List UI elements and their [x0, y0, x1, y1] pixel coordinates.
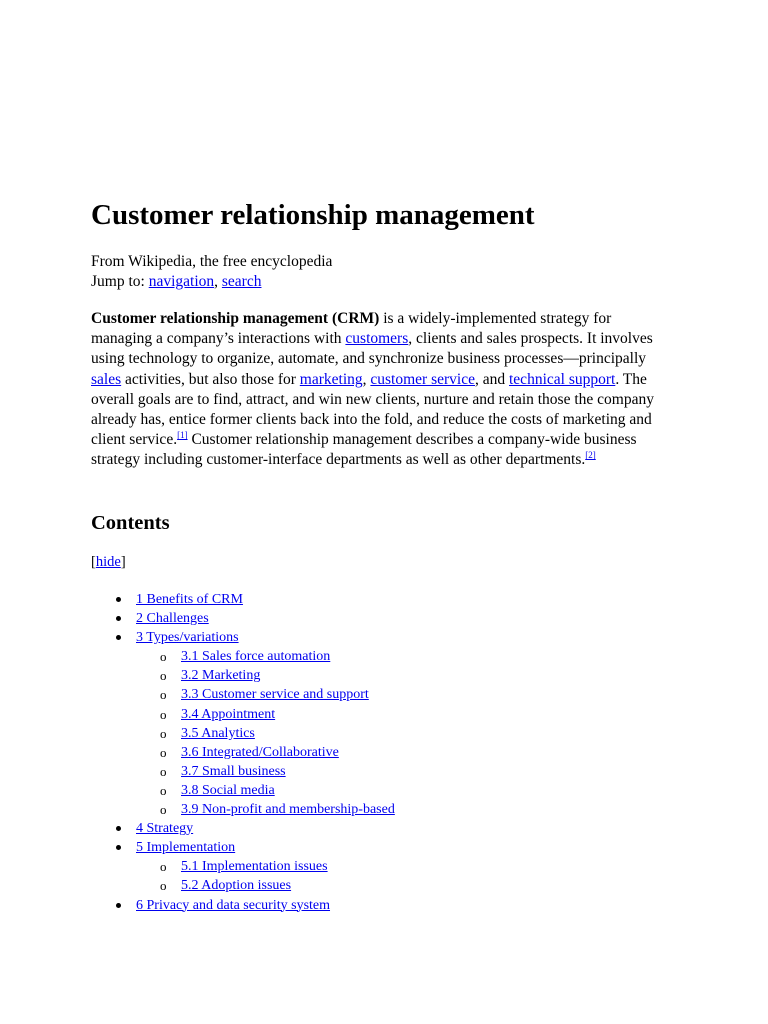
intro-text: , clients and sales prospects. It involves using technology to organize, automate, and synchronize business processes—principally — [91, 330, 653, 368]
intro-bold-term: Customer relationship management (CRM) — [91, 310, 380, 327]
bracket-open: [ — [91, 554, 96, 570]
toc-toggle — [91, 552, 126, 572]
bullet-icon — [116, 597, 121, 602]
toc-sublink[interactable]: 3.6 Integrated/Collaborative — [181, 744, 339, 760]
bullet-icon — [116, 635, 121, 640]
toc-sublist — [136, 857, 591, 895]
toc-sublink[interactable]: 5.2 Adoption issues — [181, 878, 292, 894]
circle-bullet-icon: o — [160, 744, 167, 760]
circle-bullet-icon: o — [160, 687, 167, 703]
toc-sublink[interactable]: 3.8 Social media — [181, 782, 275, 798]
bracket-close: ] — [120, 554, 126, 570]
circle-bullet-icon: o — [160, 725, 167, 741]
intro-text: Customer relationship management describes a company-wide business strategy including customer-interface departments as well as other departments. — [91, 431, 637, 469]
toc-sublink[interactable]: 3.9 Non-profit and membership-based — [181, 802, 395, 818]
intro-text: activities, but also those for — [121, 370, 300, 388]
toc-sublist — [136, 647, 591, 819]
hide-toc-link[interactable]: hide — [95, 554, 121, 570]
toc-subitem — [136, 685, 591, 704]
contents-heading: Contents — [91, 512, 170, 534]
technical-support-link[interactable]: technical support — [509, 370, 616, 388]
toc-link[interactable]: 1 Benefits of CRM — [136, 592, 243, 607]
toc-sublink[interactable]: 3.3 Customer service and support — [181, 687, 369, 703]
toc-item — [91, 590, 591, 609]
page-subtitle: From Wikipedia, the free encyclopedia — [91, 253, 333, 270]
toc-link[interactable]: 2 Challenges — [136, 611, 209, 627]
circle-bullet-icon: o — [160, 802, 167, 818]
toc-sublink[interactable]: 3.1 Sales force automation — [181, 649, 331, 665]
navigation-link[interactable]: navigation — [148, 273, 215, 290]
toc-item — [91, 838, 591, 895]
toc-sublink[interactable]: 3.4 Appointment — [181, 706, 276, 722]
bullet-icon — [116, 826, 121, 831]
circle-bullet-icon: o — [160, 859, 167, 875]
toc-sublink[interactable]: 3.5 Analytics — [181, 725, 255, 741]
toc-subitem — [136, 857, 591, 876]
jump-separator: , — [214, 273, 222, 290]
bullet-icon — [116, 845, 121, 850]
toc-subitem — [136, 781, 591, 800]
intro-text: , — [362, 370, 371, 388]
toc-item — [91, 819, 591, 838]
circle-bullet-icon: o — [160, 668, 167, 684]
intro-text: . The overall goals are to find, attract, and win new clients, nurture and retain those the company already has, entice former clients back into the fold, and reduce the costs of marketing and client service. — [91, 370, 654, 449]
toc-link[interactable]: 5 Implementation — [136, 840, 236, 856]
toc-sublink[interactable]: 3.7 Small business — [181, 763, 286, 779]
bullet-icon — [116, 903, 121, 908]
toc-item — [91, 628, 591, 819]
customer-service-link[interactable]: customer service — [370, 370, 475, 388]
toc-list — [91, 590, 591, 915]
toc-subitem — [136, 647, 591, 666]
bullet-icon — [116, 616, 121, 621]
intro-text: is a widely-implemented strategy for managing a company’s interactions with — [91, 310, 612, 348]
toc-subitem — [136, 800, 591, 819]
toc-subitem — [136, 743, 591, 762]
circle-bullet-icon: o — [160, 706, 167, 722]
toc-subitem — [136, 666, 591, 685]
table-of-contents — [91, 590, 591, 915]
search-link[interactable]: search — [221, 273, 262, 290]
jump-to-line — [91, 272, 261, 292]
toc-subitem — [136, 876, 591, 895]
page-title: Customer relationship management — [91, 199, 535, 231]
reference-link[interactable]: [1] — [177, 430, 188, 441]
toc-link[interactable]: 3 Types/variations — [136, 630, 239, 646]
toc-sublink[interactable]: 5.1 Implementation issues — [181, 859, 328, 875]
toc-link[interactable]: 6 Privacy and data security system — [136, 897, 331, 913]
circle-bullet-icon: o — [160, 649, 167, 665]
circle-bullet-icon: o — [160, 763, 167, 779]
toc-item — [91, 609, 591, 628]
intro-paragraph — [91, 309, 671, 471]
toc-sublink[interactable]: 3.2 Marketing — [181, 668, 261, 684]
toc-item — [91, 896, 591, 915]
marketing-link[interactable]: marketing — [299, 370, 363, 388]
toc-link[interactable]: 4 Strategy — [136, 821, 194, 837]
customers-link[interactable]: customers — [345, 330, 409, 348]
sales-link[interactable]: sales — [91, 370, 122, 388]
circle-bullet-icon: o — [160, 878, 167, 894]
reference-link[interactable]: [2] — [585, 450, 596, 461]
intro-text: , and — [474, 370, 509, 388]
jump-to-label: Jump to: — [91, 273, 145, 290]
toc-subitem — [136, 705, 591, 724]
circle-bullet-icon: o — [160, 782, 167, 798]
toc-subitem — [136, 762, 591, 781]
toc-subitem — [136, 724, 591, 743]
